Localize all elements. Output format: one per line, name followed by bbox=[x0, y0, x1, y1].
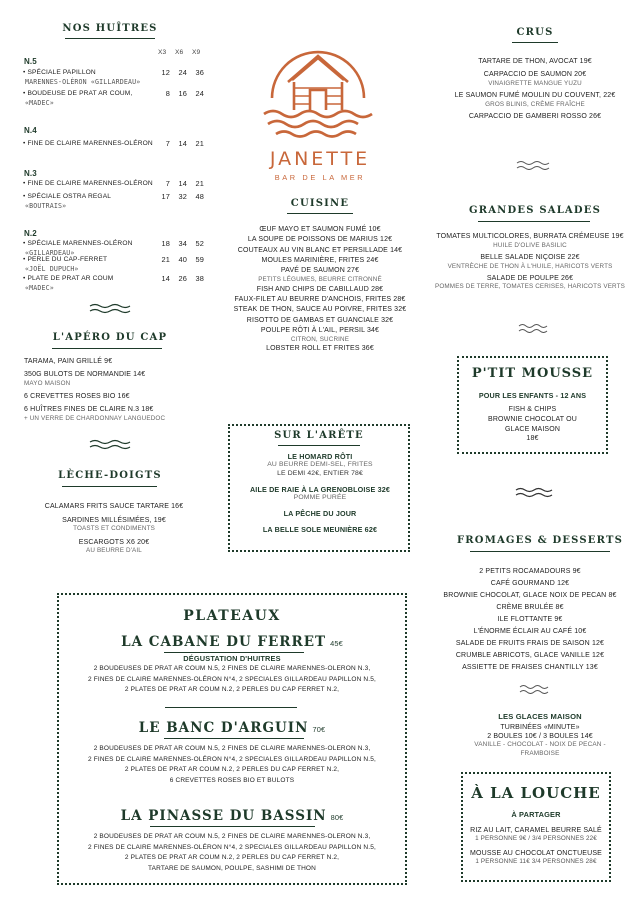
mousse-line: BROWNIE CHOCOLAT OU bbox=[488, 415, 577, 423]
oyster-price: 48 bbox=[195, 192, 204, 201]
oysters-heading: NOS HUÎTRES bbox=[62, 23, 158, 34]
dessert-item: L'ÉNORME ÉCLAIR AU CAFÉ 10€ bbox=[473, 628, 587, 636]
dessert-item: CAFÉ GOURMAND 12€ bbox=[490, 580, 570, 588]
menu-item bbox=[24, 516, 204, 533]
plateau-line: 6 CREVETTES ROSES BIO ET BULOTS bbox=[169, 776, 295, 784]
oyster-price: 12 bbox=[161, 68, 170, 77]
item-name: PAVÉ DE SAUMON 27€ bbox=[280, 267, 360, 275]
oyster-name: • SPÉCIALE MARENNES-OLÉRON bbox=[23, 240, 133, 247]
item-name: FAUX-FILET AU BEURRE D'ANCHOIS, FRITES 28€ bbox=[234, 295, 406, 303]
oyster-name: «MADEC» bbox=[25, 283, 54, 292]
item-name: LOBSTER ROLL ET FRITES 36€ bbox=[266, 345, 374, 353]
menu-item bbox=[24, 393, 204, 402]
menu-item bbox=[440, 58, 630, 67]
dessert-item: ASSIETTE DE FRAISES CHANTILLY 13€ bbox=[462, 664, 598, 672]
arete-heading: SUR L'ARÊTE bbox=[274, 430, 364, 441]
plateau-line: 2 BOUDEUSES DE PRAT AR COUM N.5, 2 FINES DE CLAIRE MARENNES-OLERON N.3, bbox=[93, 665, 371, 672]
col-x9: X9 bbox=[192, 49, 201, 56]
arete-title: LE HOMARD RÔTI bbox=[287, 452, 353, 461]
item-name: RISOTTO DE GAMBAS ET GUANCIALE 32€ bbox=[246, 316, 394, 324]
cuisine-list bbox=[220, 226, 420, 356]
wave-divider bbox=[519, 684, 549, 694]
cuisine-heading: CUISINE bbox=[290, 198, 350, 209]
oyster-name: «BOUTRAIS» bbox=[25, 201, 67, 210]
oyster-price: 34 bbox=[178, 239, 187, 248]
col-x6: X6 bbox=[175, 49, 184, 56]
item-name: 6 CREVETTES ROSES BIO 16€ bbox=[24, 392, 130, 400]
arete-underline bbox=[278, 445, 360, 446]
plateau-underline bbox=[150, 826, 315, 827]
oyster-name: «JOËL DUPUCH» bbox=[25, 264, 79, 273]
plateau-underline bbox=[164, 652, 304, 653]
plateau-price: 70€ bbox=[312, 725, 326, 734]
oyster-price: 32 bbox=[178, 192, 187, 201]
menu-item bbox=[220, 226, 420, 235]
menu-item bbox=[220, 327, 420, 344]
oyster-price: 26 bbox=[178, 274, 187, 283]
plateau-line: 2 PLATES DE PRAT AR COUM N.2, 2 PERLES DU CAP FERRET N.2, bbox=[124, 854, 340, 862]
glaces-line: 2 BOULES 10€ / 3 BOULES 14€ bbox=[487, 733, 593, 741]
menu-item bbox=[24, 502, 204, 511]
fromages-heading: FROMAGES & DESSERTS bbox=[456, 535, 624, 546]
oyster-name: MARENNES-OLÉRON «GILLARDEAU» bbox=[25, 77, 141, 86]
item-name: CARPACCIO DE SAUMON 20€ bbox=[483, 71, 587, 79]
oyster-name: • PERLE DU CAP-FERRET bbox=[23, 256, 108, 263]
item-name: ESCARGOTS X6 20€ bbox=[78, 538, 150, 546]
item-name: MOULES MARINIÈRE, FRITES 24€ bbox=[261, 257, 379, 265]
oyster-price: 40 bbox=[178, 255, 187, 264]
plateau-underline bbox=[164, 738, 304, 739]
arete-detail: AU BEURRE DEMI-SEL, FRITES bbox=[267, 461, 373, 469]
item-name: 6 HUÎTRES FINES DE CLAIRE N.3 18€ bbox=[24, 405, 154, 413]
oyster-price: 21 bbox=[195, 139, 204, 148]
plateau-price: 80€ bbox=[330, 813, 344, 822]
item-name: TOMATES MULTICOLORES, BURRATA CRÉMEUSE 19€ bbox=[436, 233, 624, 240]
dessert-item: SALADE DE FRUITS FRAIS DE SAISON 12€ bbox=[455, 640, 605, 648]
plateau-line: 2 FINES DE CLAIRE MARENNES-OLÉRON N°4, 2 SPECIALES GILLARDEAU PAPILLON N.5, bbox=[88, 755, 376, 763]
menu-item bbox=[220, 257, 420, 266]
cabin-logo bbox=[258, 36, 378, 144]
item-name: CALAMARS FRITS SAUCE TARTARE 16€ bbox=[44, 503, 184, 510]
plateau-line: 2 BOUDEUSES DE PRAT AR COUM N.5, 2 FINES DE CLAIRE MARENNES-OLERON N.3, bbox=[93, 745, 371, 752]
menu-item bbox=[220, 345, 420, 354]
fromages-underline bbox=[470, 551, 610, 552]
plateau-line: TARTARE DE SAUMON, POULPE, SASHIMI DE THON bbox=[148, 864, 316, 872]
plateau-title bbox=[60, 808, 404, 824]
item-name: 350G BULOTS DE NORMANDIE 14€ bbox=[24, 371, 146, 379]
menu-item bbox=[24, 406, 204, 423]
menu-item bbox=[24, 538, 204, 555]
oyster-price: 7 bbox=[165, 179, 170, 188]
oyster-price: 18 bbox=[161, 239, 170, 248]
dessert-item: CRÈME BRULÉE 8€ bbox=[496, 604, 564, 612]
wave-divider bbox=[518, 323, 548, 333]
arete-item bbox=[232, 509, 408, 518]
arete-detail: POMME PURÉE bbox=[293, 494, 347, 502]
item-detail: CITRON, SUCRINE bbox=[290, 335, 350, 343]
oysters-underline bbox=[65, 38, 155, 39]
wave-divider bbox=[88, 438, 132, 450]
mousse-heading: P'TIT MOUSSE bbox=[471, 366, 594, 381]
plateau-line: 2 BOUDEUSES DE PRAT AR COUM N.5, 2 FINES DE CLAIRE MARENNES-OLERON N.3, bbox=[93, 833, 371, 840]
arete-list bbox=[232, 452, 408, 540]
plateau-name: LE BANC D'ARGUIN bbox=[138, 720, 309, 736]
item-name: SALADE DE POULPE 26€ bbox=[486, 274, 574, 282]
menu-item bbox=[425, 275, 635, 292]
oyster-price: 8 bbox=[165, 89, 170, 98]
oyster-group-0: N.5 bbox=[24, 57, 37, 66]
item-detail: HUILE D'OLIVE BASILIC bbox=[493, 241, 567, 249]
oyster-price: 14 bbox=[178, 139, 187, 148]
oyster-name: «GILLARDEAU» bbox=[25, 248, 75, 257]
arete-item bbox=[232, 525, 408, 534]
arete-title: LA BELLE SOLE MEUNIÈRE 62€ bbox=[262, 524, 378, 534]
oyster-name: • PLATE DE PRAT AR COUM bbox=[23, 275, 114, 282]
item-name: LA SOUPE DE POISSONS DE MARIUS 12€ bbox=[247, 236, 393, 244]
leche-heading: LÈCHE-DOIGTS bbox=[58, 470, 162, 481]
menu-item bbox=[440, 71, 630, 88]
menu-item bbox=[220, 286, 420, 295]
item-name: STEAK DE THON, SAUCE AU POIVRE, FRITES 32€ bbox=[233, 306, 407, 314]
cuisine-underline bbox=[287, 213, 353, 214]
glaces-body bbox=[440, 723, 640, 758]
apero-list bbox=[24, 358, 204, 427]
mousse-subtitle: POUR LES ENFANTS - 12 ANS bbox=[478, 391, 587, 400]
oyster-price: 52 bbox=[195, 239, 204, 248]
oyster-name: • SPÉCIALE PAPILLON bbox=[23, 69, 96, 76]
item-name: LE SAUMON FUMÉ MOULIN DU COUVENT, 22€ bbox=[454, 92, 616, 100]
oyster-group-3: N.2 bbox=[24, 229, 37, 238]
item-name: ŒUF MAYO ET SAUMON FUMÉ 10€ bbox=[259, 226, 381, 233]
menu-item bbox=[220, 236, 420, 245]
item-name: BELLE SALADE NIÇOISE 22€ bbox=[480, 253, 580, 261]
oyster-price: 7 bbox=[165, 139, 170, 148]
louche-list bbox=[462, 826, 610, 873]
plateau-subtitle: DÉGUSTATION D'HUITRES bbox=[183, 654, 281, 663]
dessert-item: 2 PETITS ROCAMADOURS 9€ bbox=[479, 568, 581, 575]
menu-item bbox=[220, 306, 420, 315]
oyster-name: • FINE DE CLAIRE MARENNES-OLÉRON bbox=[23, 180, 153, 187]
item-name: TARTARE DE THON, AVOCAT 19€ bbox=[478, 58, 592, 65]
oyster-price: 14 bbox=[178, 179, 187, 188]
oyster-price: 24 bbox=[178, 68, 187, 77]
plateau-line: 2 FINES DE CLAIRE MARENNES-OLÉRON N°4, 2 SPECIALES GILLARDEAU PAPILLON N.5, bbox=[88, 675, 376, 683]
item-name: POULPE RÔTI À L'AIL, PERSIL 34€ bbox=[260, 326, 380, 334]
arete-item bbox=[232, 485, 408, 503]
item-name: TARAMA, PAIN GRILLÉ 9€ bbox=[24, 358, 113, 365]
menu-item bbox=[440, 92, 630, 109]
wave-divider bbox=[514, 486, 554, 498]
apero-underline bbox=[52, 348, 162, 349]
item-name: COUTEAUX AU VIN BLANC ET PERSILLADE 14€ bbox=[237, 246, 403, 254]
plateau-title bbox=[60, 634, 404, 650]
oyster-price: 16 bbox=[178, 89, 187, 98]
oyster-name: • FINE DE CLAIRE MARENNES-OLÉRON bbox=[23, 140, 153, 147]
wave-divider bbox=[516, 160, 550, 170]
apero-heading: L'APÉRO DU CAP bbox=[52, 332, 168, 343]
fromages-list bbox=[430, 566, 630, 674]
item-name: FISH AND CHIPS DE CABILLAUD 28€ bbox=[256, 285, 384, 293]
plateau-line: 2 FINES DE CLAIRE MARENNES-OLÉRON N°4, 2 SPECIALES GILLARDEAU PAPILLON N.5, bbox=[88, 843, 376, 851]
oyster-price: 21 bbox=[195, 179, 204, 188]
plateau-name: LA CABANE DU FERRET bbox=[121, 634, 327, 650]
louche-title: RIZ AU LAIT, CARAMEL BEURRE SALÉ bbox=[470, 827, 602, 834]
crus-list bbox=[440, 58, 630, 126]
item-detail: AU BEURRE D'AIL bbox=[86, 546, 142, 554]
leche-underline bbox=[62, 486, 157, 487]
oyster-name: • BOUDEUSE DE PRAT AR COUM, bbox=[23, 90, 133, 97]
oyster-price: 21 bbox=[161, 255, 170, 264]
menu-item bbox=[440, 113, 630, 122]
dessert-item: ILE FLOTTANTE 9€ bbox=[497, 616, 563, 624]
plateau-line: 2 PLATES DE PRAT AR COUM N.2, 2 PERLES DU CAP FERRET N.2, bbox=[124, 766, 340, 774]
mousse-line: 18€ bbox=[526, 435, 539, 443]
menu-item bbox=[425, 254, 635, 271]
plateau-price: 45€ bbox=[330, 639, 343, 648]
wave-divider bbox=[88, 302, 132, 314]
dessert-item: CRUMBLE ABRICOTS, GLACE VANILLE 12€ bbox=[455, 652, 605, 660]
menu-item bbox=[220, 247, 420, 256]
item-name: SARDINES MILLÉSIMÉES, 19€ bbox=[62, 516, 166, 524]
arete-title: LA PÊCHE DU JOUR bbox=[283, 509, 357, 519]
mousse-line: FISH & CHIPS bbox=[508, 406, 557, 413]
glaces-flavours: FRAMBOISE bbox=[520, 749, 560, 757]
menu-item bbox=[220, 296, 420, 305]
louche-item bbox=[462, 849, 610, 866]
item-detail: MAYO MAISON bbox=[24, 380, 71, 388]
item-detail: VENTRÈCHE DE THON À L'HUILE, HARICOTS VERTS bbox=[447, 262, 613, 270]
crus-underline bbox=[512, 42, 558, 43]
item-detail: POMMES DE TERRE, TOMATES CERISES, HARICOTS VERTS bbox=[435, 283, 625, 291]
col-x3: X3 bbox=[158, 49, 167, 56]
glaces-line: TURBINÉES «MINUTE» bbox=[500, 724, 580, 731]
plateau-title bbox=[60, 720, 404, 736]
menu-item bbox=[24, 371, 204, 388]
louche-heading: À LA LOUCHE bbox=[471, 784, 601, 802]
menu-item bbox=[425, 233, 635, 250]
plateau-divider bbox=[165, 707, 297, 708]
salades-list bbox=[425, 233, 635, 295]
louche-title: MOUSSE AU CHOCOLAT ONCTUEUSE bbox=[470, 850, 602, 858]
brand-tagline: BAR DE LA MER bbox=[274, 173, 366, 182]
plateaux-heading: PLATEAUX bbox=[183, 608, 281, 624]
brand-name: JANETTE bbox=[269, 148, 371, 170]
louche-detail: 1 PERSONNE 9€ / 3/4 PERSONNES 22€ bbox=[475, 835, 597, 843]
item-detail: GROS BLINIS, CRÈME FRAÎCHE bbox=[485, 100, 585, 108]
dessert-item: BROWNIE CHOCOLAT, GLACE NOIX DE PECAN 8€ bbox=[443, 592, 617, 600]
item-detail: VINAIGRETTE MANGUE YUZU bbox=[488, 79, 582, 87]
louche-detail: 1 PERSONNE 11€ 3/4 PERSONNES 28€ bbox=[475, 858, 597, 866]
louche-subtitle: À PARTAGER bbox=[511, 810, 561, 819]
oyster-price: 38 bbox=[195, 274, 204, 283]
item-detail: TOASTS ET CONDIMENTS bbox=[73, 524, 155, 532]
menu-item bbox=[24, 358, 204, 367]
mousse-lines bbox=[460, 405, 605, 444]
louche-item bbox=[462, 826, 610, 843]
arete-detail: LE DEMI 42€, ENTIER 78€ bbox=[277, 470, 363, 478]
oyster-group-1: N.4 bbox=[24, 126, 37, 135]
oyster-price: 59 bbox=[195, 255, 204, 264]
plateau-name: LA PINASSE DU BASSIN bbox=[120, 808, 327, 824]
crus-heading: CRUS bbox=[516, 27, 554, 38]
oyster-price: 17 bbox=[161, 192, 170, 201]
oyster-group-2: N.3 bbox=[24, 169, 37, 178]
menu-item bbox=[220, 317, 420, 326]
menu-item bbox=[220, 267, 420, 284]
glaces-flavours: VANILLE - CHOCOLAT - NOIX DE PECAN - bbox=[474, 741, 606, 749]
oyster-price: 36 bbox=[195, 68, 204, 77]
item-name: CARPACCIO DE GAMBERI ROSSO 26€ bbox=[468, 113, 602, 121]
mousse-line: GLACE MAISON bbox=[504, 425, 561, 433]
oyster-price: 14 bbox=[161, 274, 170, 283]
arete-item bbox=[232, 452, 408, 479]
salades-heading: GRANDES SALADES bbox=[468, 205, 602, 216]
glaces-title: LES GLACES MAISON bbox=[498, 712, 582, 721]
oyster-price: 24 bbox=[195, 89, 204, 98]
oyster-name: • SPÉCIALE OSTRA REGAL bbox=[23, 193, 112, 200]
oyster-name: «MADEC» bbox=[25, 98, 54, 107]
arete-title: AILE DE RAIE À LA GRENOBLOISE 32€ bbox=[249, 485, 391, 495]
plateau-line: 2 PLATES DE PRAT AR COUM N.2, 2 PERLES DU CAP FERRET N.2, bbox=[124, 686, 340, 694]
item-detail: + UN VERRE DE CHARDONNAY LANGUEDOC bbox=[24, 414, 166, 422]
salades-underline bbox=[478, 221, 590, 222]
item-detail: PETITS LÉGUMES, BEURRE CITRONNÉ bbox=[258, 276, 382, 284]
leche-list bbox=[24, 502, 204, 559]
